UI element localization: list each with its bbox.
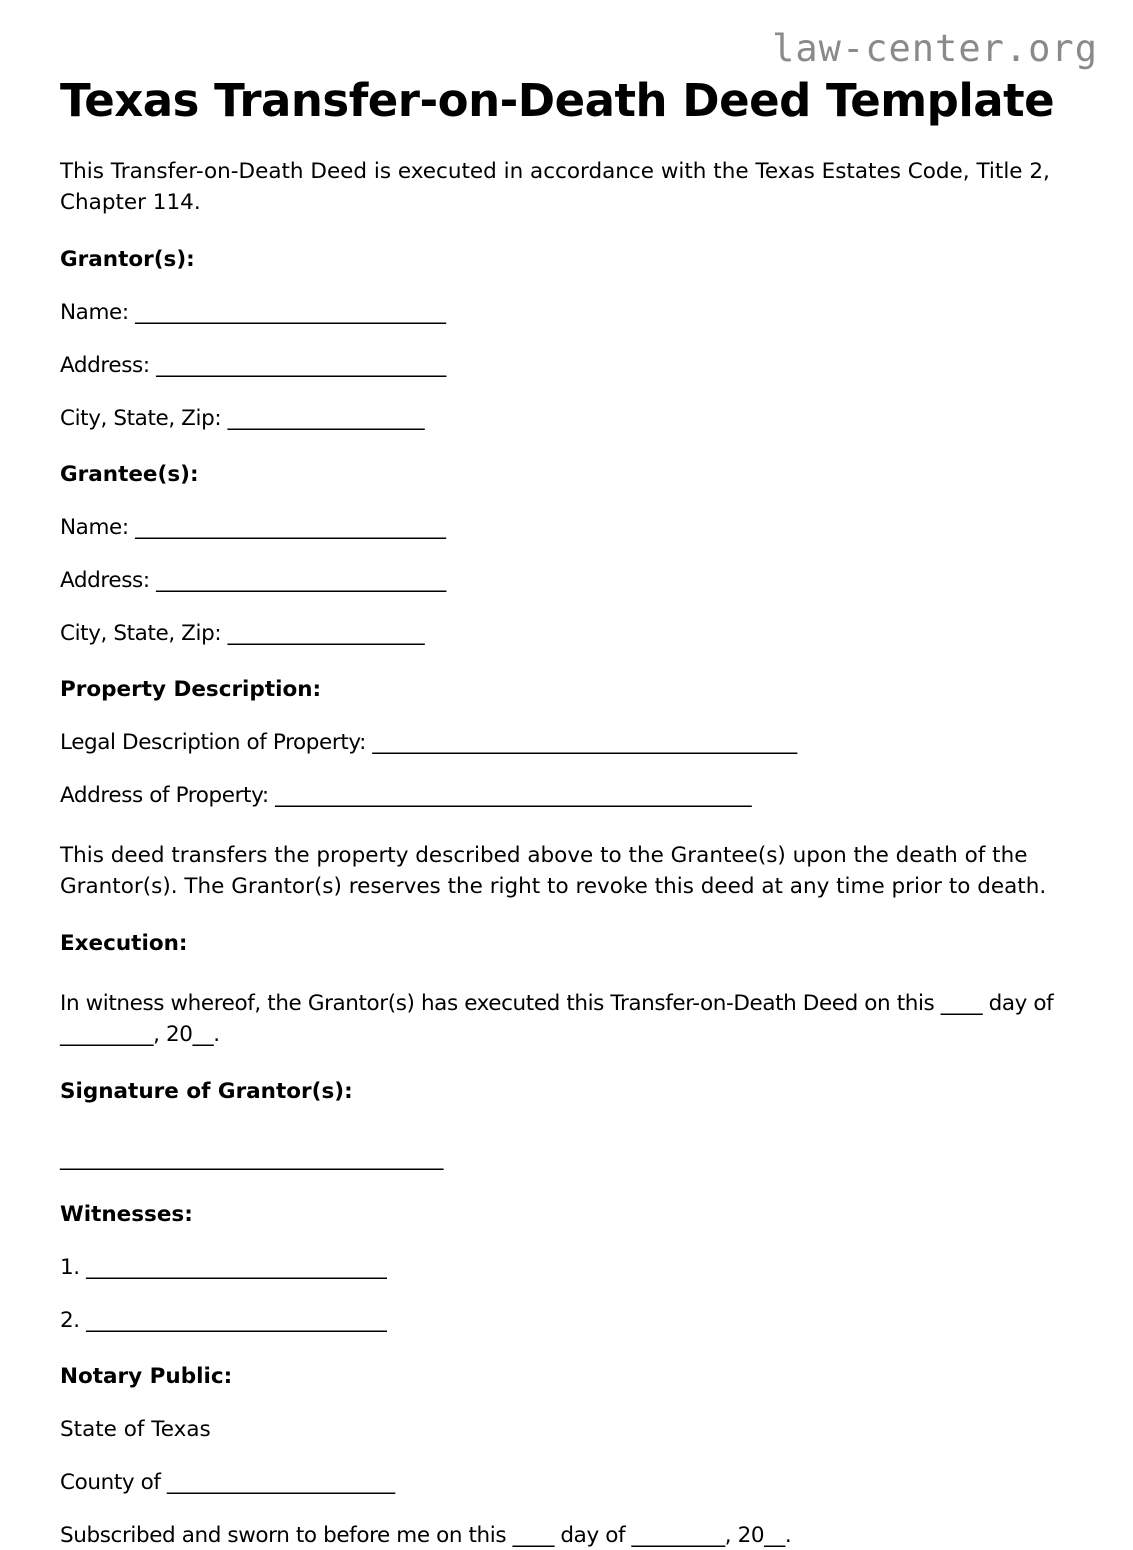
grantee-city-state-zip-field[interactable]: City, State, Zip: ___________________ — [60, 620, 425, 646]
grantor-city-state-zip-field[interactable]: City, State, Zip: ___________________ — [60, 405, 425, 431]
transfer-clause-paragraph: This deed transfers the property described above to the Grantee(s) upon the death of the Grantor(s). The Grantor(s) reserves the right to revoke this deed at any time prior to death. — [60, 842, 1047, 899]
witness-line-1[interactable]: 1. _____________________________ — [60, 1255, 387, 1281]
intro-paragraph: This Transfer-on-Death Deed is executed in accordance with the Texas Estates Code, Title 2, Chapter 114. — [60, 158, 1050, 215]
notary-state-text: State of Texas — [60, 1417, 211, 1443]
grantor-name-field[interactable]: Name: ______________________________ — [60, 299, 446, 325]
grantor-address-field[interactable]: Address: ____________________________ — [60, 352, 446, 378]
legal-description-field[interactable]: Legal Description of Property: _________________________________________ — [60, 729, 797, 755]
section-heading-grantee: Grantee(s): — [60, 461, 199, 487]
notary-county-field[interactable]: County of ______________________ — [60, 1470, 395, 1496]
page-title: Texas Transfer-on-Death Deed Template — [60, 74, 1055, 127]
witness-line-2[interactable]: 2. _____________________________ — [60, 1308, 387, 1334]
site-watermark: law-center.org — [772, 27, 1098, 70]
section-heading-signature-of-grantor: Signature of Grantor(s): — [60, 1079, 353, 1105]
section-heading-notary-public: Notary Public: — [60, 1364, 233, 1390]
section-heading-execution: Execution: — [60, 931, 188, 957]
grantee-address-field[interactable]: Address: ____________________________ — [60, 567, 446, 593]
grantor-signature-line[interactable]: _____________________________________ — [60, 1146, 443, 1172]
section-heading-grantor: Grantor(s): — [60, 246, 195, 272]
execution-statement[interactable]: In witness whereof, the Grantor(s) has executed this Transfer-on-Death Deed on this ____ day of _________, 20__. — [60, 991, 1054, 1048]
address-of-property-field[interactable]: Address of Property: ______________________________________________ — [60, 782, 752, 808]
notary-sworn-statement[interactable]: Subscribed and sworn to before me on this ____ day of _________, 20__. — [60, 1523, 792, 1549]
section-heading-property-description: Property Description: — [60, 676, 322, 702]
section-heading-witnesses: Witnesses: — [60, 1202, 193, 1228]
grantee-name-field[interactable]: Name: ______________________________ — [60, 514, 446, 540]
